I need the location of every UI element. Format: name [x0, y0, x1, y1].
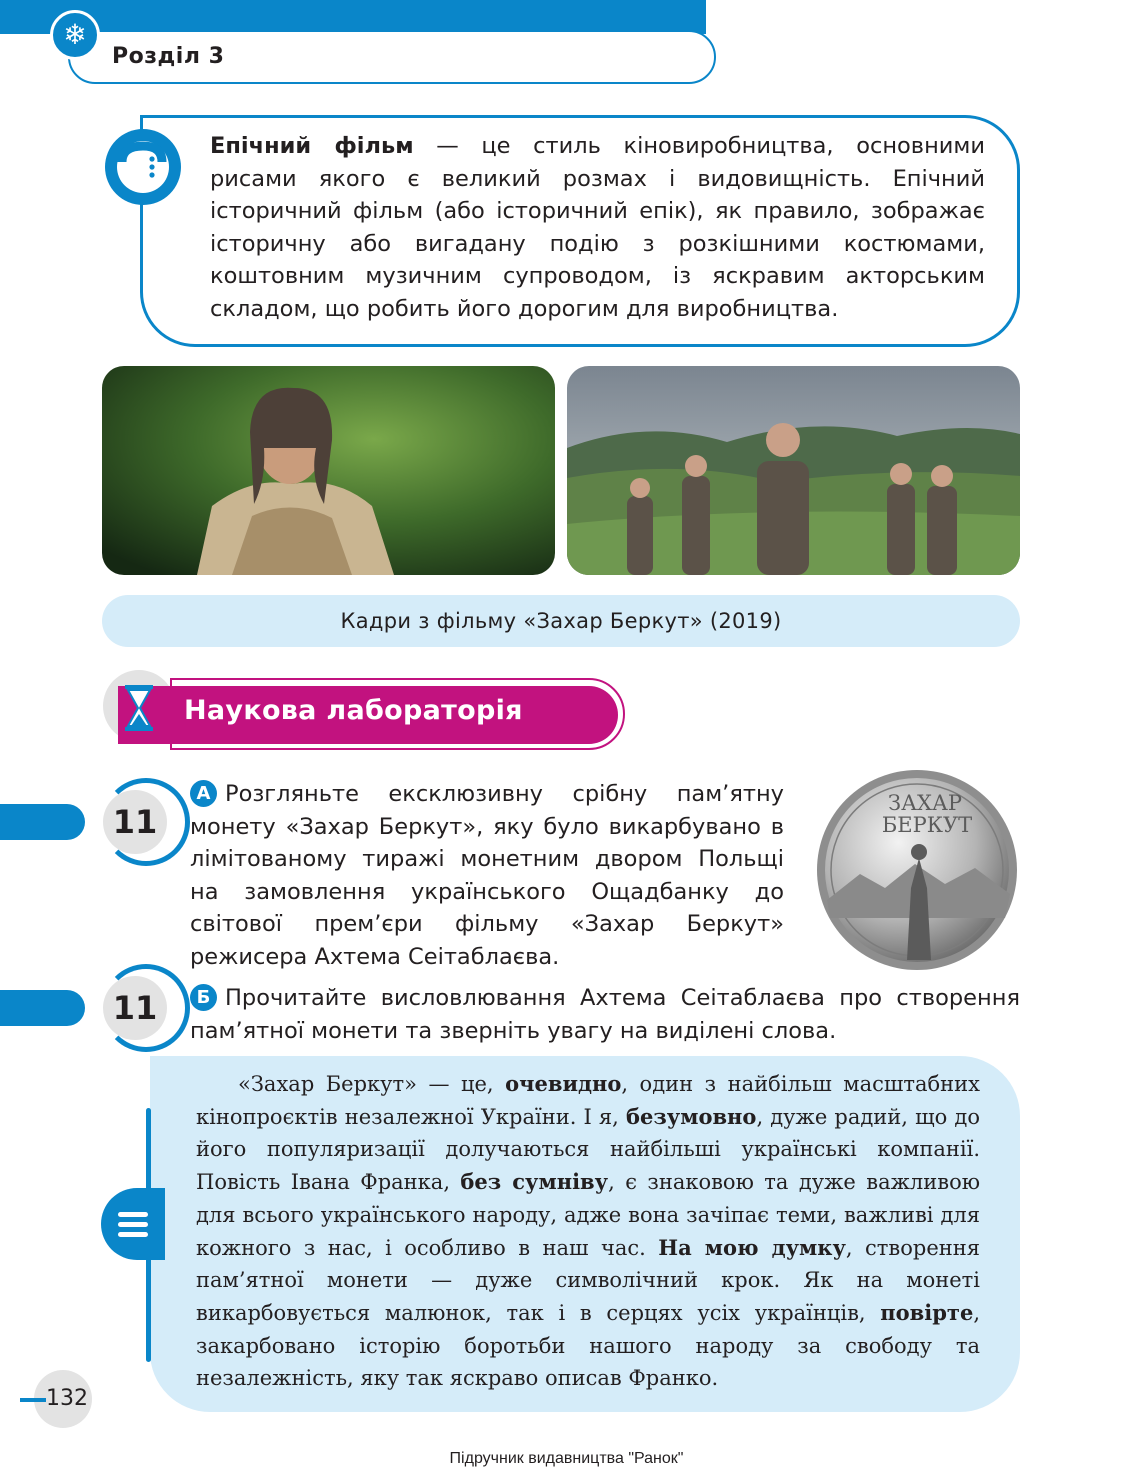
highlight-word: без сумніву — [460, 1169, 609, 1195]
coin-inscription-2: БЕРКУТ — [881, 813, 973, 837]
coin-inscription-1: ЗАХАР — [888, 791, 962, 815]
definition-text — [210, 130, 985, 326]
lab-title: Наукова лабораторія — [184, 695, 523, 726]
task-a-body: Розгляньте ексклюзивну срібну пам’ятну монету «Захар Беркут», яку було викарбувано в лімітованому тиражі монетним двором Польщі на замовлення українського Ощадбанку до світової прем’єри фільму «Захар Беркут» режисера Ахтема Сеітаблаєва. — [190, 781, 784, 970]
definition-term: Епічний фільм — [210, 133, 414, 159]
page-number-dash — [20, 1398, 46, 1402]
commemorative-coin — [815, 768, 1020, 973]
highlight-word: безумовно — [626, 1103, 757, 1129]
highlight-word: На мою думку — [658, 1234, 846, 1260]
film-still-2 — [567, 366, 1020, 575]
section-title: Розділ 3 — [112, 44, 225, 69]
task-b-text — [190, 982, 1020, 1047]
task-a-number: 11 — [103, 790, 167, 854]
publisher-footer: Підручник видавництва "Ранок" — [449, 1450, 684, 1467]
snowflake-icon: ❄ — [50, 10, 100, 60]
film-still-1 — [102, 366, 555, 575]
task-b-number: 11 — [103, 976, 167, 1040]
task-a-side-tab — [0, 804, 85, 840]
task-b-side-tab — [0, 990, 85, 1026]
definition-body: — це стиль кіновиробництва, основними рисами якого є великий розмах і видовищність. Епічний історичний фільм (або історичний епік), як правило, зображає історичну або вигадану подію з розкішними костюмами, коштовним музичним супроводом, із яскравим акторським складом, що робить його дорогим для виробництва. — [210, 133, 985, 322]
task-b-body: Прочитайте висловлювання Ахтема Сеітаблаєва про створення пам’ятної монети та зверніть увагу на виділені слова. — [190, 985, 1020, 1044]
highlight-word: повірте — [880, 1299, 974, 1325]
quote-text: «Захар Беркут» — це, очевидно, один з найбільш масштабних кінопроєктів незалежної України. І я, безумовно, дуже радий, що до його популяризації долучаються найбільші українські компанії. Повість Івана Франка, без сумніву, є знаковою та дуже важливою для всього українського народу, адже вона зачіпає теми, важливі для кожного з нас, і особливо в наш час. На мою думку, створення пам’ятної монети — дуже символічний крок. Як на монеті викарбовується малюнок, так і в серцях усіх українців, повірте, закарбовано історію боротьби нашого народу за свободу та незалежність, яку так яскраво описав Франко. — [196, 1071, 981, 1391]
header-top-bar — [0, 0, 706, 34]
photo-caption: Кадри з фільму «Захар Беркут» (2019) — [102, 595, 1020, 647]
task-b-letter-badge: Б — [190, 984, 217, 1011]
question-icon — [100, 128, 182, 206]
hourglass-icon — [124, 684, 154, 732]
page-number: 132 — [46, 1386, 88, 1411]
task-a-letter-badge: А — [190, 780, 217, 807]
highlight-word: очевидно — [505, 1071, 622, 1096]
list-icon — [101, 1188, 165, 1260]
task-a-text — [190, 778, 784, 974]
